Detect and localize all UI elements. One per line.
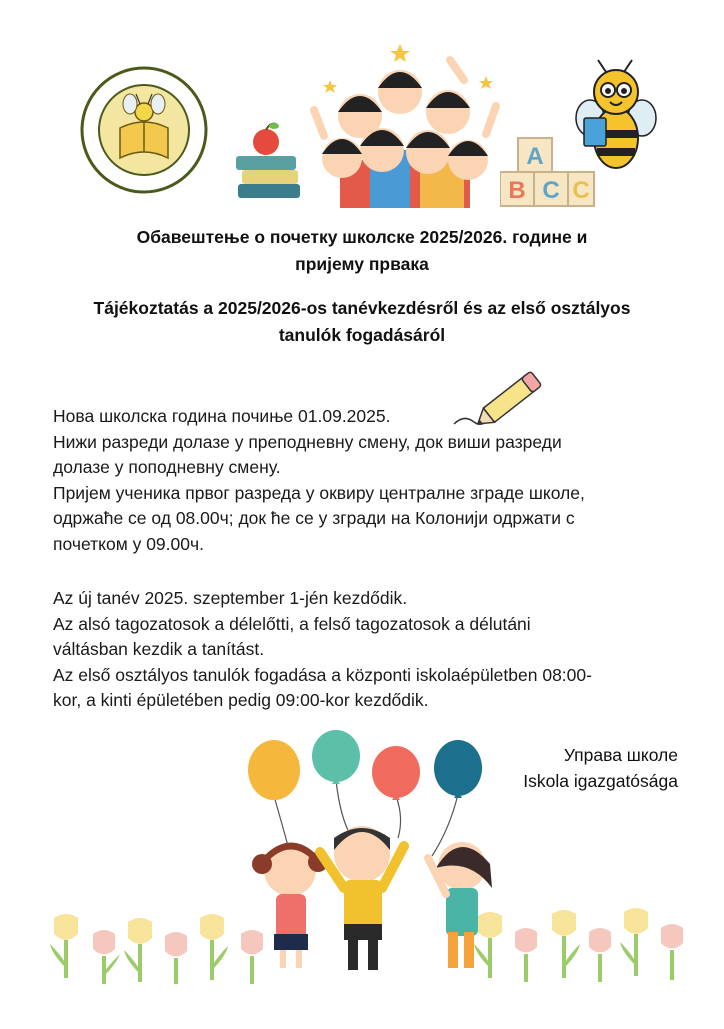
bee-with-book-icon — [570, 58, 660, 174]
girl-left — [252, 842, 328, 968]
school-logo — [80, 66, 208, 194]
balloon-blue — [434, 740, 482, 798]
heading-hungarian-line1: Tájékoztatás a 2025/2026-os tanévkezdésről és az első osztályos — [93, 298, 631, 318]
balloon-yellow — [248, 740, 300, 800]
signoff-serbian: Управа школе — [563, 745, 678, 765]
hungarian-line: Az új tanév 2025. szeptember 1-jén kezdődik. — [53, 588, 408, 608]
heading-serbian-line2: пријему првака — [295, 254, 429, 274]
children-with-balloons-and-tulips-illustration — [0, 728, 724, 1024]
serbian-line: почетком у 09.00ч. — [53, 533, 204, 554]
hungarian-line: Az alsó tagozatosok a délelőtti, a felső tagozatosok a délutáni — [53, 613, 531, 634]
svg-text:C: C — [542, 177, 560, 204]
serbian-line: долазе у поподневну смену. — [53, 457, 281, 477]
balloon-red — [372, 746, 420, 800]
serbian-line: Пријем ученика првог разреда у оквиру централне зграде школе, — [53, 482, 585, 503]
girl-right — [428, 842, 492, 968]
serbian-line: Нижи разреди долазе у преподневну смену, док виши разреди — [53, 431, 562, 452]
heading-serbian-line1: Обавештење о почетку школске 2025/2026. године и — [136, 227, 588, 247]
boy-middle — [320, 826, 404, 970]
hungarian-line: váltásban kezdik a tanítást. — [53, 639, 265, 659]
hungarian-line: kor, a kinti épületében pedig 09:00-kor kezdődik. — [53, 690, 429, 710]
serbian-paragraph — [53, 404, 693, 557]
serbian-line: одржаће се од 08.00ч; док ће се у згради на Колонији одржати с — [53, 508, 575, 528]
group-of-happy-children-icon — [300, 40, 510, 208]
svg-text:A: A — [526, 143, 544, 170]
svg-text:B: B — [508, 177, 526, 204]
heading-hungarian-line2: tanulók fogadásáról — [278, 325, 446, 345]
svg-text:C: C — [572, 177, 590, 204]
hungarian-paragraph — [53, 586, 693, 714]
books-with-apple-icon — [232, 122, 304, 206]
balloon-teal — [312, 730, 360, 784]
signoff-hungarian: Iskola igazgatósága — [523, 770, 678, 791]
hungarian-line: Az első osztályos tanulók fogadása a központi iskolaépületben 08:00- — [53, 664, 592, 685]
serbian-line: Нова школска година почиње 01.09.2025. — [53, 406, 391, 426]
